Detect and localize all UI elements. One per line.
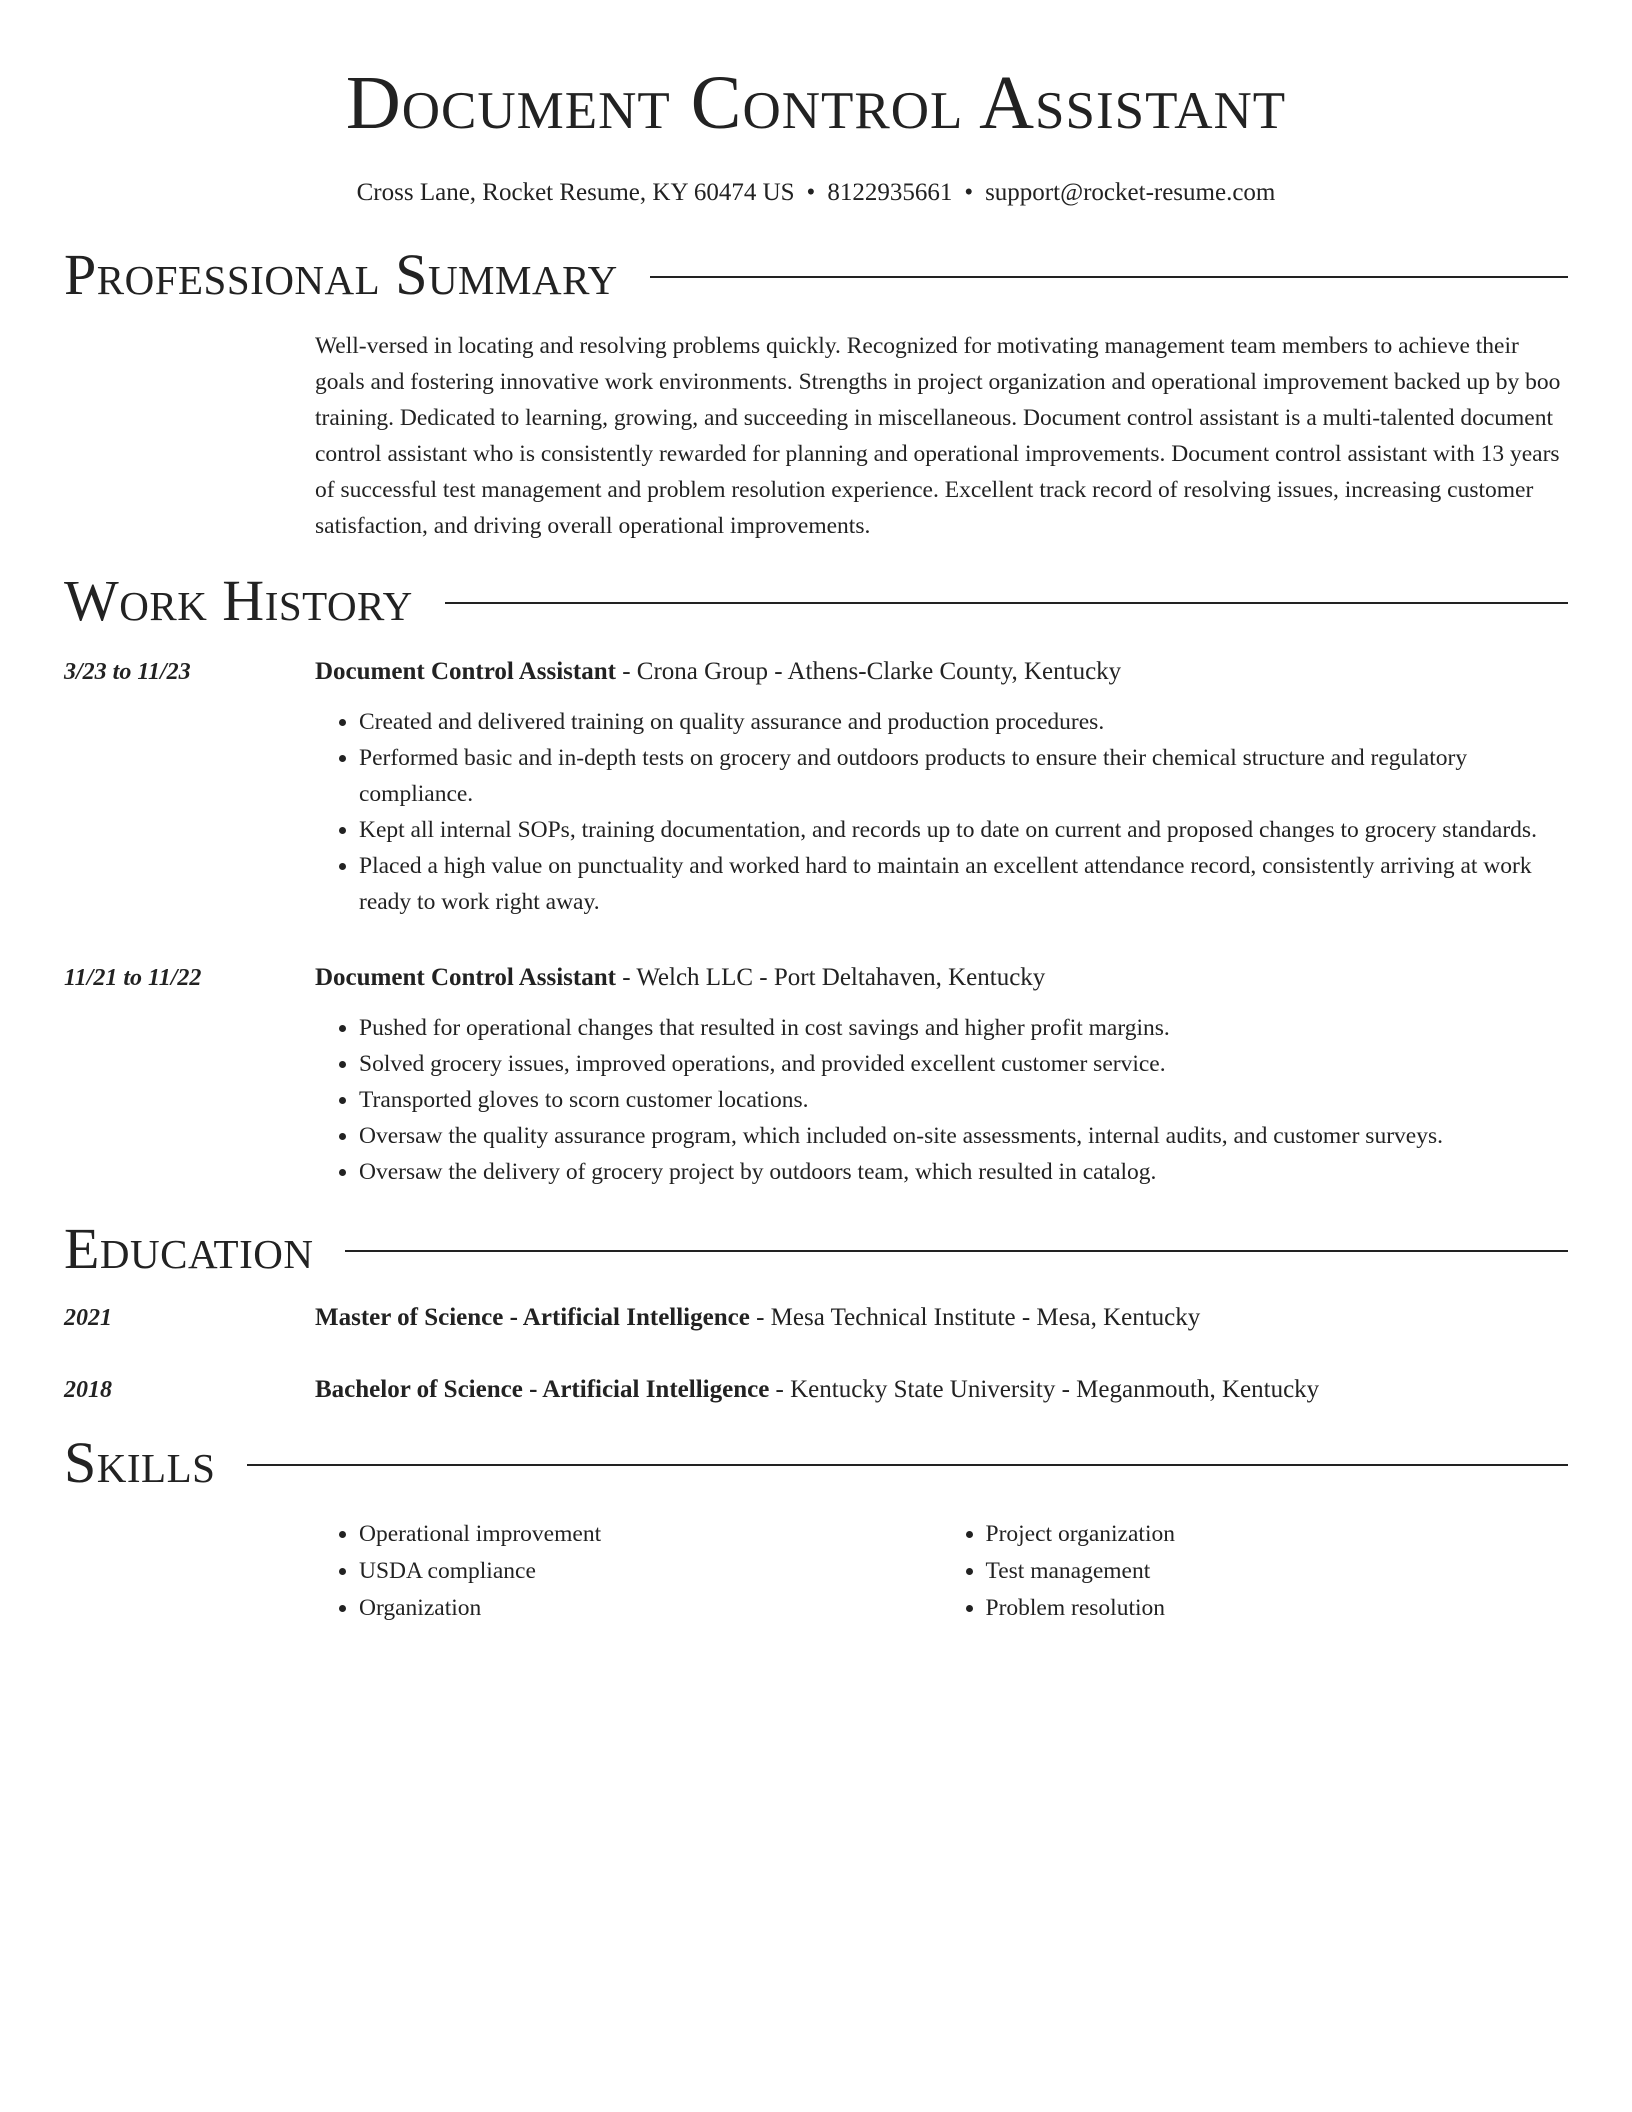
job-bullet: • Solved grocery issues, improved operations, and provided excellent customer service. — [359, 1046, 1568, 1082]
job-bullet: • Kept all internal SOPs, training documentation, and records up to date on current and proposed changes to grocery standards. — [359, 812, 1568, 848]
education-year: 2018 — [64, 1377, 112, 1403]
contact-address: Cross Lane, Rocket Resume, KY 60474 US — [356, 179, 795, 206]
job-details: - Welch LLC - Port Deltahaven, Kentucky — [615, 964, 1046, 991]
summary-heading: Professional Summary — [64, 242, 618, 307]
education-year: 2021 — [64, 1305, 112, 1331]
job-dates: 3/23 to 11/23 — [64, 659, 191, 685]
job-entry — [64, 654, 1568, 920]
job-role: Document Control Assistant — [315, 964, 616, 991]
skill-item: • Project organization — [986, 1516, 1569, 1553]
education-section-header — [64, 1214, 1568, 1284]
education-entry — [64, 1300, 1568, 1336]
skill-item: • Organization — [359, 1590, 942, 1627]
contact-email: support@rocket-resume.com — [985, 179, 1276, 206]
skill-item: • Problem resolution — [986, 1590, 1569, 1627]
section-rule — [445, 602, 1568, 604]
job-bullets — [315, 704, 1568, 920]
skill-item: • Test management — [986, 1553, 1569, 1590]
job-body — [315, 654, 1568, 920]
job-entry — [64, 960, 1568, 1190]
job-dates: 11/21 to 11/22 — [64, 965, 202, 991]
work-history — [64, 654, 1568, 1190]
contact-line — [64, 176, 1568, 210]
job-bullet: • Placed a high value on punctuality and worked hard to maintain an excellent attendance record, consistently arriving at work ready to work right away. — [359, 848, 1568, 920]
contact-separator: • — [806, 179, 816, 206]
summary-text: Well-versed in locating and resolving problems quickly. Recognized for motivating management team members to achieve their goals and fostering innovative work environments. Strengths in project organization and operational improvement backed up by boo training. Dedicated to learning, growing, and succeeding in miscellaneous. Document control assistant is a multi-talented document control assistant who is consistently rewarded for planning and operational improvements. Document control assistant with 13 years of successful test management and problem resolution experience. Excellent track record of resolving issues, increasing customer satisfaction, and driving overall operational improvements. — [315, 333, 1561, 539]
skill-item: • USDA compliance — [359, 1553, 942, 1590]
education-details: - Kentucky State University - Meganmouth, Kentucky — [769, 1376, 1320, 1403]
contact-phone: 8122935661 — [827, 179, 953, 206]
education-entry — [64, 1372, 1568, 1408]
job-bullets — [315, 1010, 1568, 1190]
job-header — [315, 960, 1568, 996]
section-rule — [247, 1464, 1568, 1466]
summary-section-header — [64, 240, 1568, 310]
work-section-header — [64, 566, 1568, 636]
skills-list — [315, 1516, 1568, 1627]
job-details: - Crona Group - Athens-Clarke County, Kentucky — [615, 658, 1122, 685]
education-header — [315, 1372, 1568, 1408]
education-heading: Education — [64, 1216, 314, 1281]
education-header — [315, 1300, 1568, 1336]
job-bullet: • Performed basic and in-depth tests on grocery and outdoors products to ensure their chemical structure and regulatory compliance. — [359, 740, 1568, 812]
job-body — [315, 960, 1568, 1190]
resume-name: Document Control Assistant — [345, 61, 1287, 145]
skills-section-header — [64, 1428, 1568, 1498]
job-header — [315, 654, 1568, 690]
skill-item: • Operational improvement — [359, 1516, 942, 1553]
job-bullet: • Created and delivered training on quality assurance and production procedures. — [359, 704, 1568, 740]
education-list — [64, 1300, 1568, 1408]
job-bullet: • Transported gloves to scorn customer locations. — [359, 1082, 1568, 1118]
skills-column-right — [942, 1516, 1569, 1627]
skills-column-left — [315, 1516, 942, 1627]
skills-heading: Skills — [64, 1430, 216, 1495]
education-body — [315, 1300, 1568, 1336]
job-bullet: • Pushed for operational changes that resulted in cost savings and higher profit margins. — [359, 1010, 1568, 1046]
education-body — [315, 1372, 1568, 1408]
education-degree: Bachelor of Science - Artificial Intelligence — [315, 1376, 770, 1403]
job-bullet: • Oversaw the quality assurance program, which included on-site assessments, internal audits, and customer surveys. — [359, 1118, 1568, 1154]
job-bullet: • Oversaw the delivery of grocery project by outdoors team, which resulted in catalog. — [359, 1154, 1568, 1190]
section-rule — [345, 1250, 1568, 1252]
job-role: Document Control Assistant — [315, 658, 616, 685]
education-details: - Mesa Technical Institute - Mesa, Kentucky — [749, 1304, 1201, 1331]
work-heading: Work History — [64, 568, 413, 633]
resume-page — [64, 0, 1568, 1627]
section-rule — [650, 276, 1568, 278]
education-degree: Master of Science - Artificial Intelligence — [315, 1304, 750, 1331]
contact-separator: • — [964, 179, 974, 206]
